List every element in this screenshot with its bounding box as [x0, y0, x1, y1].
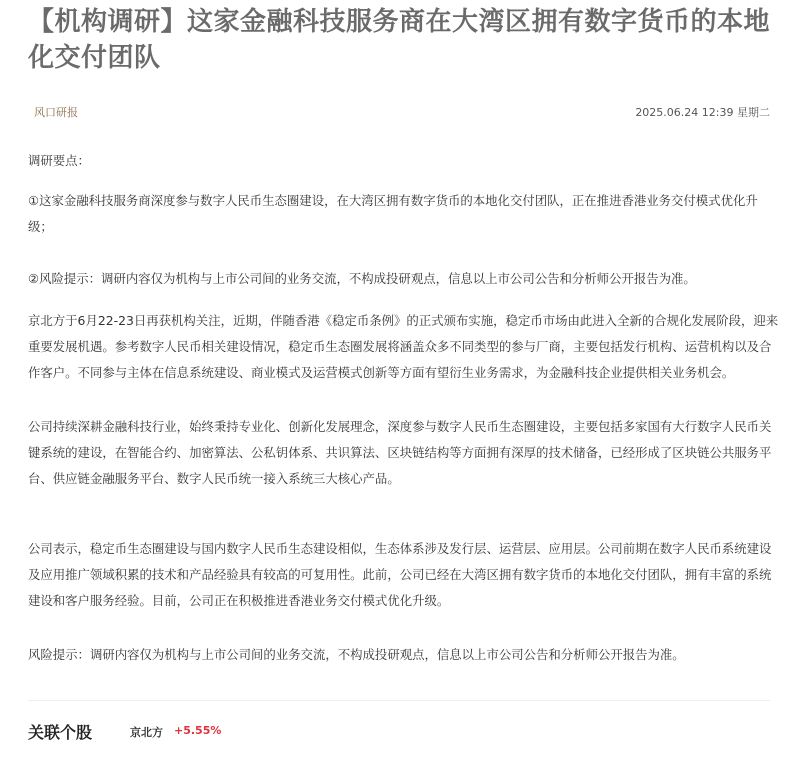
paragraph-key-point-2: ②风险提示：调研内容仅为机构与上市公司间的业务交流，不构成投研观点，信息以上市公司公告和分析师公开报告为准。 — [28, 271, 696, 286]
paragraph-risk-notice: 风险提示：调研内容仅为机构与上市公司间的业务交流，不构成投研观点，信息以上市公司公告和分析师公开报告为准。 — [28, 647, 685, 662]
stock-name-link[interactable]: 京北方 — [130, 726, 163, 739]
related-stocks-title: 关联个股 — [28, 723, 93, 742]
paragraph-body-2: 公司持续深耕金融科技行业，始终秉持专业化、创新化发展理念，深度参与数字人民币生态圈建设，主要包括多家国有大行数字人民币关键系统的建设，在智能合约、加密算法、公私钥体系、共识算法、区块链结构等方面拥有深厚的技术储备，已经形成了区块链公共服务平台、供应链金融服务平台、数字人民币统一接入系统三大核心产品。 — [28, 419, 772, 486]
publish-datetime: 2025.06.24 12:39 星期二 — [635, 106, 770, 119]
source-link[interactable]: 风口研报 — [34, 106, 78, 119]
article-title: 【机构调研】这家金融科技服务商在大湾区拥有数字货币的本地化交付团队 — [28, 7, 771, 73]
section-divider — [28, 700, 770, 701]
paragraph-key-point-1: ①这家金融科技服务商深度参与数字人民币生态圈建设，在大湾区拥有数字货币的本地化交付团队，正在推进香港业务交付模式优化升级； — [28, 193, 758, 234]
paragraph-body-3: 公司表示，稳定币生态圈建设与国内数字人民币生态建设相似，生态体系涉及发行层、运营层、应用层。公司前期在数字人民币系统建设及应用推广领域积累的技术和产品经验具有较高的可复用性。此前，公司已经在大湾区拥有数字货币的本地化交付团队，拥有丰富的系统建设和客户服务经验。目前，公司正在积极推进香港业务交付模式优化升级。 — [28, 541, 772, 608]
section-heading: 调研要点： — [28, 153, 90, 168]
stock-change-value: +5.55% — [174, 724, 222, 737]
paragraph-body-1: 京北方于6月22-23日再获机构关注，近期，伴随香港《稳定币条例》的正式颁布实施，稳定币市场由此进入全新的合规化发展阶段，迎来重要发展机遇。参考数字人民币相关建设情况，稳定币生态圈发展将涵盖众多不同类型的参与厂商，主要包括发行机构、运营机构以及合作客户。不同参与主体在信息系统建设、商业模式及运营模式创新等方面有望衍生业务需求，为金融科技企业提供相关业务机会。 — [28, 313, 779, 380]
article-meta — [28, 104, 770, 122]
